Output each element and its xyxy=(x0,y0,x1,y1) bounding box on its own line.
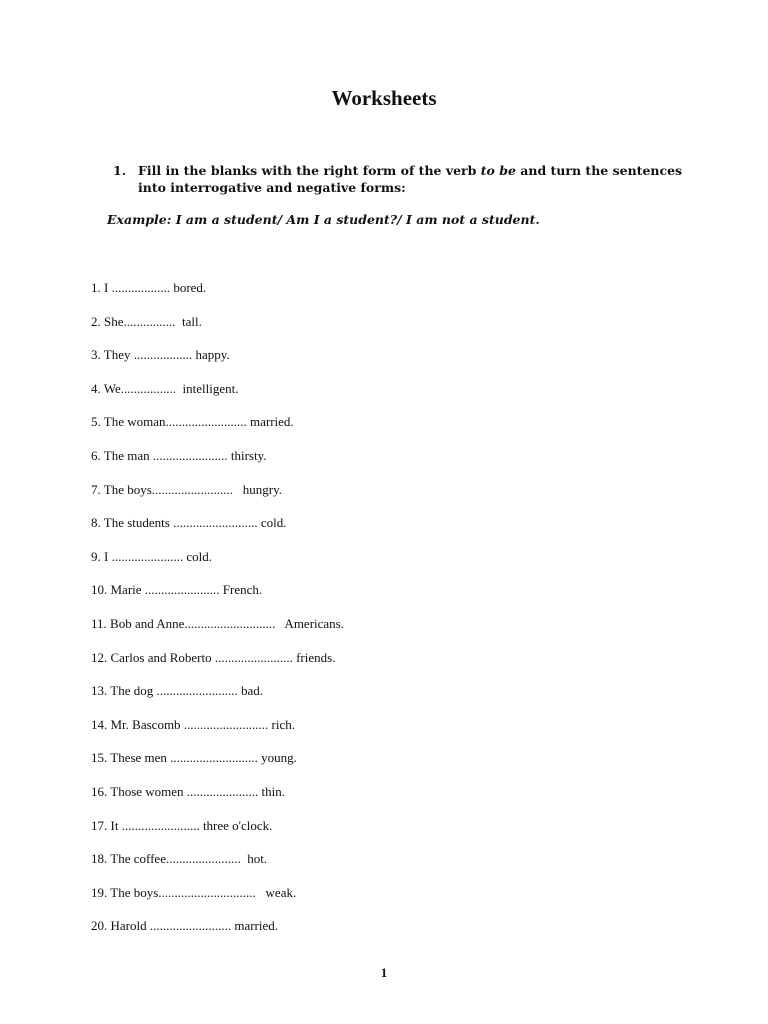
exercise-item-2: 2. She................ tall. xyxy=(91,313,202,329)
exercise-item-18: 18. The coffee....................... hot. xyxy=(91,851,268,867)
exercise-instruction xyxy=(113,162,693,196)
exercise-item-19: 19. The boys.............................. weak. xyxy=(91,884,297,900)
exercise-item-6: 6. The man ....................... thirsty. xyxy=(91,447,267,463)
exercise-item-10: 10. Marie ....................... French. xyxy=(91,582,263,598)
exercise-item-11: 11. Bob and Anne............................ Americans. xyxy=(91,615,344,631)
exercise-item-9: 9. I ...................... cold. xyxy=(91,548,212,564)
exercise-list xyxy=(91,278,344,950)
instruction-number: 1. xyxy=(113,163,127,178)
example-sentence: Example: I am a student/ Am I a student?/ I am not a student. xyxy=(107,212,540,227)
exercise-item-3: 3. They .................. happy. xyxy=(91,347,230,363)
exercise-item-17: 17. It ........................ three o'clock. xyxy=(91,817,273,833)
exercise-item-4: 4. We................. intelligent. xyxy=(91,380,239,396)
instruction-text xyxy=(138,162,693,196)
exercise-item-5: 5. The woman......................... married. xyxy=(91,414,294,430)
exercise-item-8: 8. The students .......................... cold. xyxy=(91,515,287,531)
exercise-item-15: 15. These men ........................... young. xyxy=(91,750,297,766)
instruction-emphasis: to be xyxy=(480,163,516,178)
page-number: 1 xyxy=(380,965,388,980)
exercise-item-16: 16. Those women ...................... thin. xyxy=(91,783,286,799)
exercise-item-14: 14. Mr. Bascomb .......................... rich. xyxy=(91,716,296,732)
exercise-item-20: 20. Harold ......................... married. xyxy=(91,918,279,934)
page-title: Worksheets xyxy=(331,86,437,110)
exercise-item-12: 12. Carlos and Roberto ........................ friends. xyxy=(91,649,336,665)
instruction-text-after: and turn the sentences into interrogative and negative forms: xyxy=(138,163,683,195)
exercise-item-13: 13. The dog ......................... bad. xyxy=(91,683,263,699)
instruction-text-before: Fill in the blanks with the right form of the verb xyxy=(138,163,481,178)
exercise-item-7: 7. The boys......................... hungry. xyxy=(91,481,283,497)
exercise-item-1: 1. I .................. bored. xyxy=(91,280,207,295)
